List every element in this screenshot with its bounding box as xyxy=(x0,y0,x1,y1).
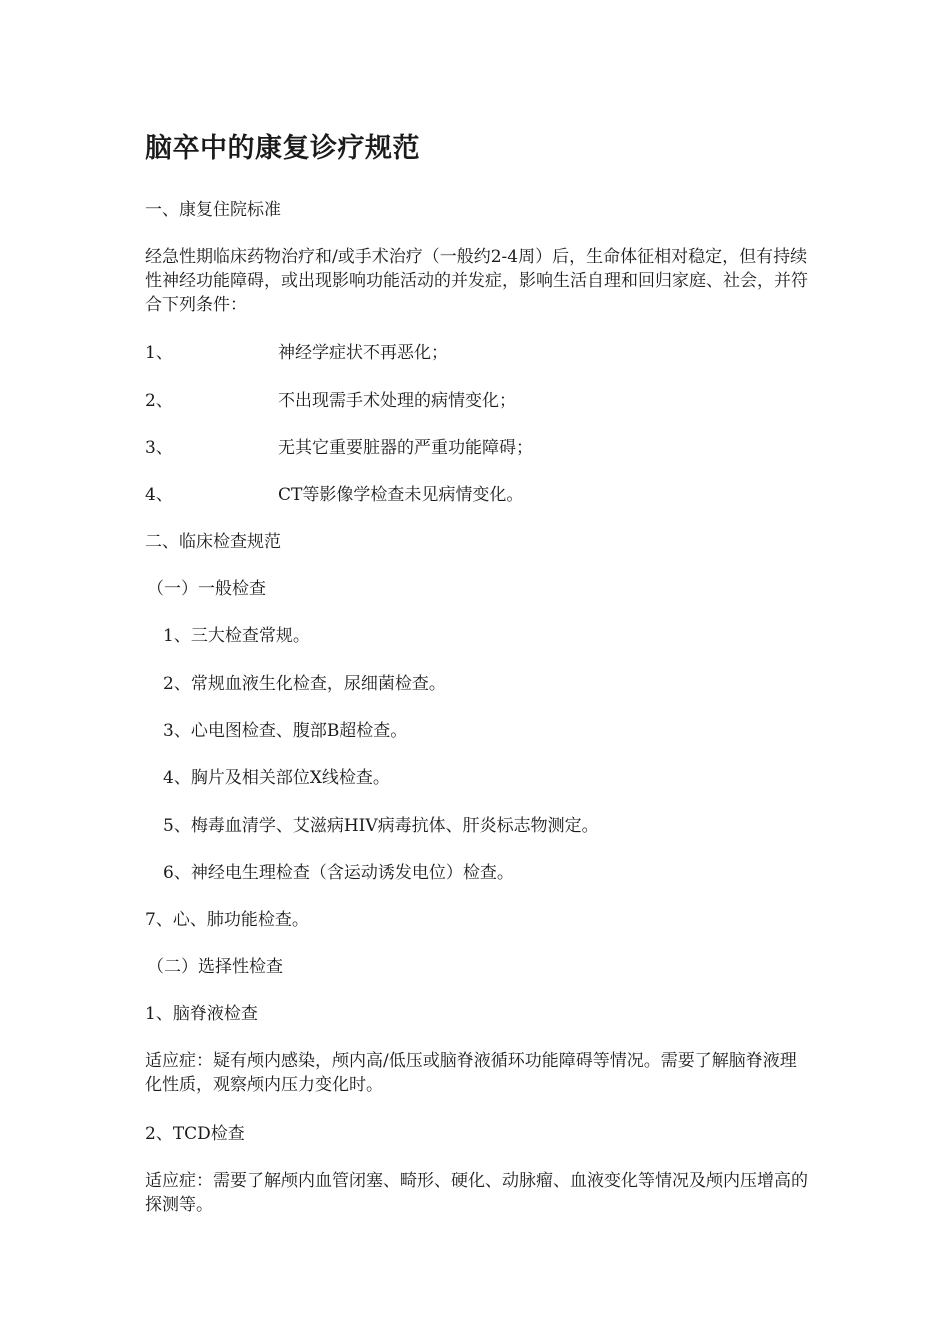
tcd-indication-paragraph: 适应症：需要了解颅内血管闭塞、畸形、硬化、动脉瘤、血液变化等情况及颅内压增高的探测等。 xyxy=(145,1171,808,1215)
section-heading-admission: 一、康复住院标准 xyxy=(145,200,281,220)
general-exam-item: 4、胸片及相关部位X线检查。 xyxy=(163,768,390,788)
general-exam-item: 5、梅毒血清学、艾滋病HIV病毒抗体、肝炎标志物测定。 xyxy=(163,816,599,836)
general-exam-item: 6、神经电生理检查（含运动诱发电位）检查。 xyxy=(163,863,514,883)
general-exam-item: 2、常规血液生化检查，尿细菌检查。 xyxy=(163,674,446,694)
condition-number: 3、 xyxy=(145,438,173,458)
document-title: 脑卒中的康复诊疗规范 xyxy=(145,133,420,164)
section-heading-clinical-exam: 二、临床检查规范 xyxy=(145,532,281,552)
condition-text: 无其它重要脏器的严重功能障碍； xyxy=(278,438,533,458)
tcd-exam-heading: 2、TCD检查 xyxy=(145,1124,245,1144)
condition-number: 1、 xyxy=(145,343,173,363)
general-exam-item: 7、心、肺功能检查。 xyxy=(145,910,309,930)
general-exam-item: 3、心电图检查、腹部B超检查。 xyxy=(163,721,408,741)
condition-number: 2、 xyxy=(145,391,173,411)
condition-text: 不出现需手术处理的病情变化； xyxy=(278,391,516,411)
csf-exam-heading: 1、脑脊液检查 xyxy=(145,1004,258,1024)
general-exam-item: 1、三大检查常规。 xyxy=(163,626,310,646)
condition-item xyxy=(145,389,516,413)
condition-item xyxy=(145,436,533,460)
condition-text: CT等影像学检查未见病情变化。 xyxy=(278,485,524,505)
condition-number: 4、 xyxy=(145,485,173,505)
condition-item xyxy=(145,341,448,365)
subsection-heading-general: （一）一般检查 xyxy=(147,579,266,599)
condition-text: 神经学症状不再恶化； xyxy=(278,343,448,363)
csf-indication-paragraph: 适应症：疑有颅内感染，颅内高/低压或脑脊液循环功能障碍等情况。需要了解脑脊液理化性质，观察颅内压力变化时。 xyxy=(145,1051,797,1095)
admission-intro-paragraph: 经急性期临床药物治疗和/或手术治疗（一般约2-4周）后，生命体征相对稳定，但有持续性神经功能障碍，或出现影响功能活动的并发症，影响生活自理和回归家庭、社会，并符合下列条件： xyxy=(145,247,808,315)
subsection-heading-optional: （二）选择性检查 xyxy=(147,957,283,977)
condition-item xyxy=(145,483,523,507)
